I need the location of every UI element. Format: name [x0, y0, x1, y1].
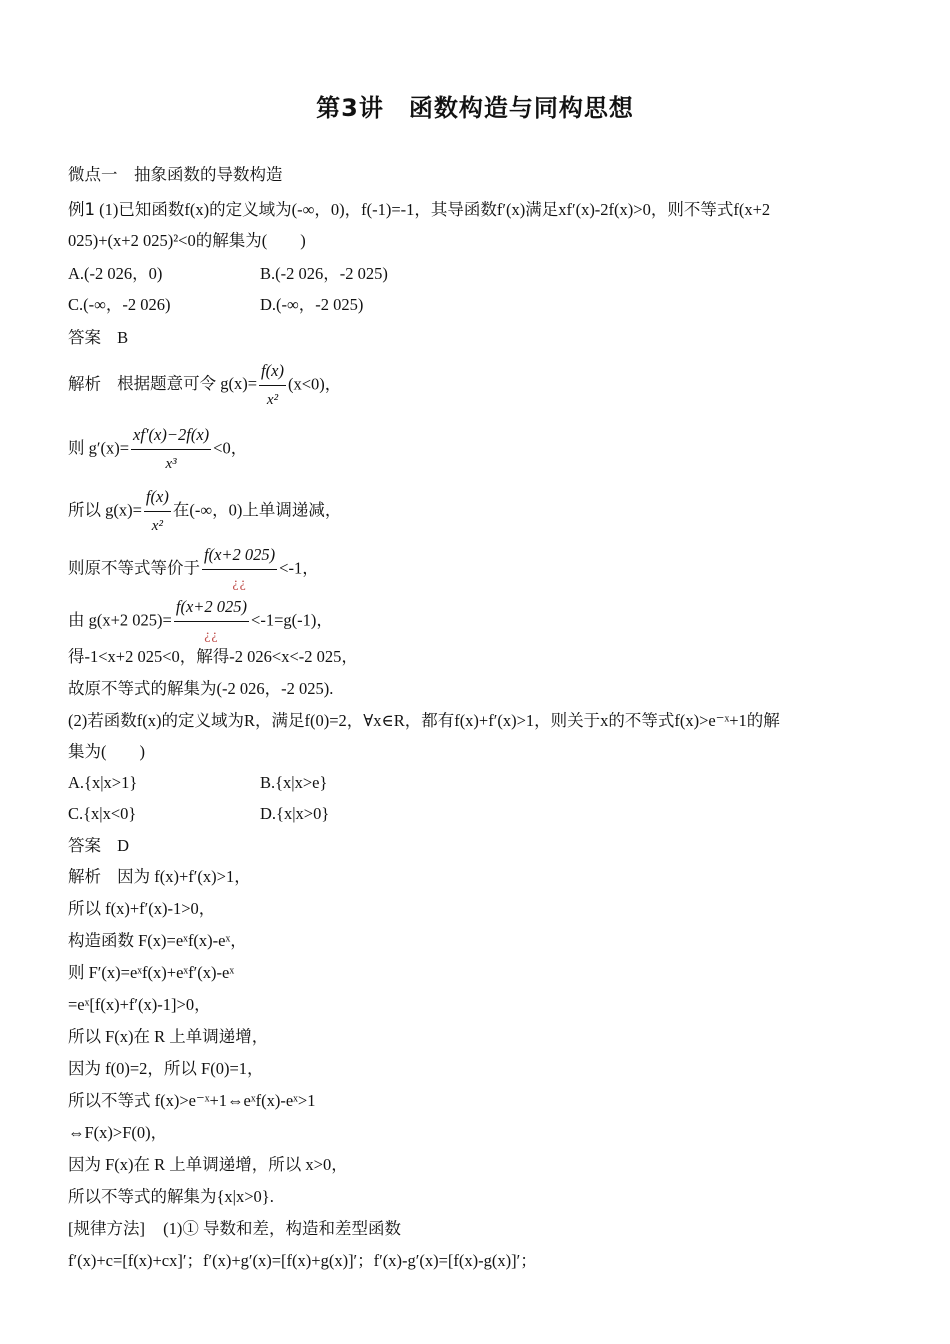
method-label: [规律方法] [68, 1219, 145, 1238]
ex2-analysis-step8: 所以不等式 f(x)>e⁻ˣ+1⇔eˣf(x)-eˣ>1 [68, 1091, 316, 1110]
ex2-option-a: A.{x|x>1} [68, 773, 138, 792]
ex2-option-b: B.{x|x>e} [260, 773, 328, 792]
ex1-s3-fraction [144, 483, 171, 540]
ex1-s2-fraction [131, 421, 211, 478]
ex2-answer-label: 答案 [68, 836, 101, 855]
ex1-s4-num: f(x+2 025) [202, 541, 277, 570]
ex1-s2-pre: 则 g′(x)= [68, 438, 130, 458]
ex1-s4-den: ¿¿ [232, 576, 247, 591]
ex1-answer [68, 327, 128, 349]
ex1-s4-fraction [202, 541, 277, 598]
ex1-question-line2: 025)+(x+2 025)²<0的解集为( ) [68, 231, 306, 250]
ex1-s5-num: f(x+2 025) [174, 593, 249, 622]
ex1-option-c: C.(-∞，-2 026) [68, 295, 171, 314]
ex1-s5-fraction [174, 593, 249, 650]
ex2-analysis-step10: 因为 F(x)在 R 上单调递增，所以 x>0， [68, 1155, 348, 1174]
ex1-analysis-step2 [68, 421, 247, 478]
ex1-question-text: (1)已知函数f(x)的定义域为(-∞，0)，f(-1)=-1，其导函数f′(x)满足xf′(x)-2f(x)>0，则不等式f(x+2 [99, 200, 771, 219]
page-title: 第3讲 函数构造与同构思想 [316, 94, 634, 122]
ex1-s3-den: x² [151, 518, 163, 534]
ex1-answer-value: B [117, 328, 129, 347]
ex2-analysis-step1 [68, 866, 251, 888]
ex2-analysis-step5: =eˣ[f(x)+f′(x)-1]>0， [68, 995, 211, 1014]
ex1-s4-pre: 则原不等式等价于 [68, 558, 200, 578]
ex2-analysis-step11: 所以不等式的解集为{x|x>0}. [68, 1187, 274, 1206]
section-heading: 微点一 抽象函数的导数构造 [68, 165, 283, 184]
ex1-s2-num: xf′(x)−2f(x) [131, 421, 211, 450]
ex1-s1-fraction [259, 357, 286, 414]
ex1-option-a: A.(-2 026，0) [68, 264, 163, 283]
ex1-analysis-step7: 故原不等式的解集为(-2 026，-2 025). [68, 679, 334, 698]
method-line2: f′(x)+c=[f(x)+cx]′；f′(x)+g′(x)=[f(x)+g(x)]′；f′(x)-g′(x)=[f(x)-g(x)]′； [68, 1251, 537, 1270]
ex1-analysis-step5 [68, 593, 333, 650]
ex2-s1-text: 因为 f(x)+f′(x)>1， [117, 867, 251, 886]
ex2-question-line2: 集为( ) [68, 742, 145, 761]
ex1-question-line1 [68, 199, 770, 221]
ex1-s5-post: <-1=g(-1)， [251, 610, 333, 630]
ex1-analysis-step6: 得-1<x+2 025<0，解得-2 026<x<-2 025， [68, 647, 358, 666]
method-line1 [68, 1218, 401, 1240]
ex2-analysis-step7: 因为 f(0)=2，所以 F(0)=1， [68, 1059, 264, 1078]
ex2-analysis-step2: 所以 f(x)+f′(x)-1>0， [68, 899, 216, 918]
ex2-analysis-label: 解析 [68, 867, 101, 886]
ex2-answer [68, 835, 129, 857]
ex2-option-c: C.{x|x<0} [68, 804, 137, 823]
ex1-s1-den: x² [266, 392, 279, 408]
ex1-s2-post: <0， [213, 438, 248, 458]
ex1-label: 例1 [68, 200, 95, 219]
ex2-analysis-step4: 则 F′(x)=eˣf(x)+eˣf′(x)-eˣ [68, 963, 235, 982]
ex1-analysis-step1 [68, 357, 341, 414]
ex1-s4-post: <-1， [279, 558, 319, 578]
ex1-s3-num: f(x) [144, 483, 171, 512]
ex1-s3-post: 在(-∞，0)上单调递减， [172, 500, 342, 520]
ex1-option-d: D.(-∞，-2 025) [260, 295, 364, 314]
method-text1: (1)① 导数和差，构造和差型函数 [163, 1219, 401, 1238]
ex1-s1-pre: 根据题意可令 g(x)= [117, 374, 258, 394]
ex2-analysis-step9: ⇔F(x)>F(0)， [68, 1123, 168, 1142]
ex1-s3-pre: 所以 g(x)= [68, 500, 142, 520]
ex1-analysis-step3 [68, 483, 341, 540]
ex1-s2-den: x³ [165, 456, 177, 472]
ex1-s1-num: f(x) [259, 357, 286, 386]
ex1-analysis-label: 解析 [68, 374, 101, 394]
ex2-answer-value: D [117, 836, 130, 855]
ex1-analysis-step4 [68, 541, 319, 598]
ex1-answer-label: 答案 [68, 328, 101, 347]
ex1-option-b: B.(-2 026，-2 025) [260, 264, 388, 283]
ex1-s5-den: ¿¿ [204, 628, 219, 643]
ex2-question-line1: (2)若函数f(x)的定义域为R，满足f(0)=2，∀x∈R，都有f(x)+f′(x)>1，则关于x的不等式f(x)>e⁻ˣ+1的解 [68, 711, 780, 730]
ex1-s5-pre: 由 g(x+2 025)= [68, 610, 172, 630]
ex2-option-d: D.{x|x>0} [260, 804, 330, 823]
ex1-s1-post: (x<0)， [287, 374, 342, 394]
ex2-analysis-step3: 构造函数 F(x)=eˣf(x)-eˣ， [68, 931, 247, 950]
ex2-analysis-step6: 所以 F(x)在 R 上单调递增， [68, 1027, 269, 1046]
